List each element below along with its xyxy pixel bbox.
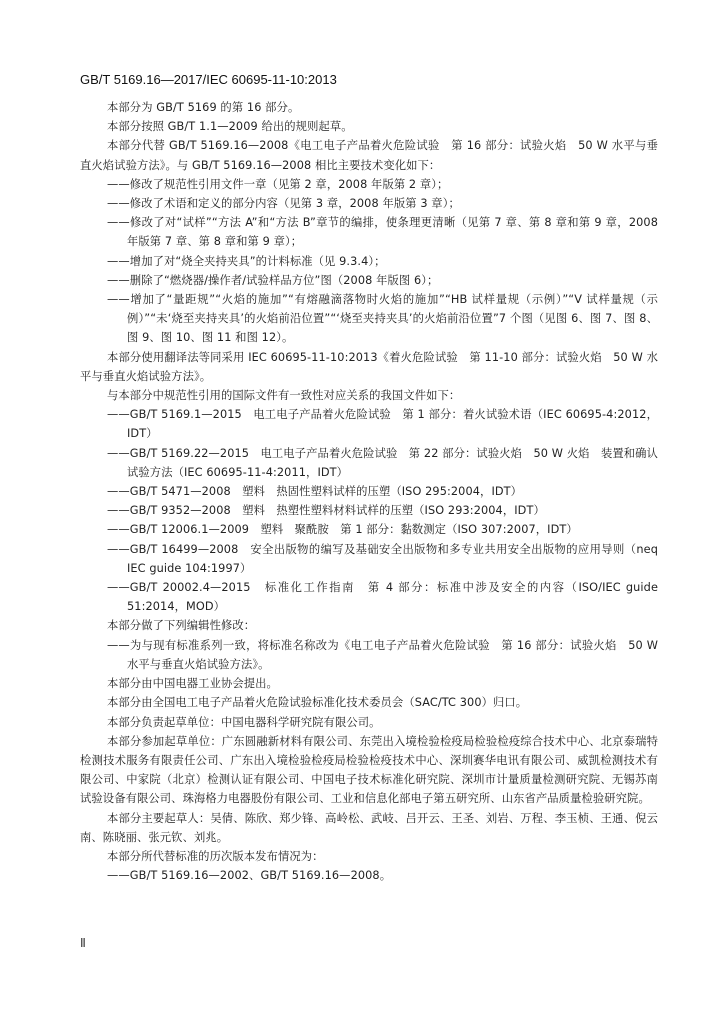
change-item: ——修改了对“试样”“方法 A”和“方法 B”章节的编排，使条理更清晰（见第 7 章、第 8 章和第 9 章，2008 年版第 7 章、第 8 章和第 9 章）； [107,216,658,249]
page-number: Ⅱ [80,936,86,950]
reference-item: ——GB/T 9352—2008 塑料 热塑性塑料材料试样的压塑（ISO 293:2004，IDT） [107,504,545,518]
paragraph: 本部分由中国电器工业协会提出。 [107,677,278,691]
change-item: ——修改了规范性引用文件一章（见第 2 章，2008 年版第 2 章）； [107,177,449,191]
preface-body [80,98,658,885]
reference-item: ——GB/T 12006.1—2009 塑料 聚酰胺 第 1 部分：黏数测定（ISO 307:2007，IDT） [107,523,578,537]
paragraph: 本部分做了下列编辑性修改： [107,619,256,633]
edit-item: ——为与现有标准系列一致，将标准名称改为《电工电子产品着火危险试验 第 16 部分：试验火焰 50 W 水平与垂直火焰试验方法》。 [107,638,658,671]
reference-item: ——GB/T 5169.22—2015 电工电子产品着火危险试验 第 22 部分：试验火焰 50 W 火焰 装置和确认试验方法（IEC 60695-11-4:2011，IDT） [107,446,658,479]
reference-item: ——GB/T 5169.1—2015 电工电子产品着火危险试验 第 1 部分：着火试验术语（IEC 60695-4:2012，IDT） [107,408,658,441]
history-item: ——GB/T 5169.16—2002、GB/T 5169.16—2008。 [107,869,392,883]
change-item: ——增加了“量距规”“火焰的施加”“有熔融滴落物时火焰的施加”“HB 试样量规（示例）”“V 试样量规（示例）”“未‘烧至夹持夹具’的火焰前沿位置”“‘烧至夹持夹具’的火焰前沿位置”7 个图（见图 6、图 7、图 8、图 9、图 10、图 11 和图 12）。 [107,293,658,345]
paragraph: 本部分负责起草单位：中国电器科学研究院有限公司。 [107,715,381,729]
paragraph: 本部分参加起草单位：广东圆融新材料有限公司、东莞出入境检验检疫局检验检疫综合技术中心、北京泰瑞特检测技术服务有限责任公司、广东出入境检验检疫局检验检疫技术中心、深圳赛华电讯有限公司、威凯检测技术有限公司、中家院（北京）检测认证有限公司、中国电子技术标准化研究院、深圳市计量质量检测研究院、无锡苏南试验设备有限公司、珠海格力电器股份有限公司、工业和信息化部电子第五研究所、山东省产品质量检验研究院。 [80,734,658,806]
paragraph: 本部分代替 GB/T 5169.16—2008《电工电子产品着火危险试验 第 16 部分：试验火焰 50 W 水平与垂直火焰试验方法》。与 GB/T 5169.16—2008 相比主要技术变化如下： [80,139,658,172]
change-item: ——修改了术语和定义的部分内容（见第 3 章，2008 年版第 3 章）； [107,197,460,211]
reference-item: ——GB/T 20002.4—2015 标准化工作指南 第 4 部分：标准中涉及安全的内容（ISO/IEC guide 51:2014，MOD） [107,581,658,614]
paragraph: 本部分主要起草人：吴倩、陈欣、郑少锋、高岭松、武岐、吕开云、王圣、刘岩、万程、李玉桢、王通、倪云南、陈晓丽、张元钦、刘兆。 [80,811,658,844]
change-item: ——删除了“燃烧器/操作者/试验样品方位”图（2008 年版图 6）； [107,273,439,287]
paragraph: 本部分所代替标准的历次版本发布情况为： [107,849,324,863]
paragraph: 本部分使用翻译法等同采用 IEC 60695-11-10:2013《着火危险试验 第 11-10 部分：试验火焰 50 W 水平与垂直火焰试验方法》。 [80,350,658,383]
paragraph: 本部分由全国电工电子产品着火危险试验标准化技术委员会（SAC/TC 300）归口。 [107,696,528,710]
reference-item: ——GB/T 5471—2008 塑料 热固性塑料试样的压塑（ISO 295:2004，IDT） [107,485,523,499]
reference-item: ——GB/T 16499—2008 安全出版物的编写及基础安全出版物和多专业共用安全出版物的应用导则（neq IEC guide 104:1997） [107,542,658,575]
paragraph: 本部分按照 GB/T 1.1—2009 给出的规则起草。 [107,120,353,134]
standard-number-header: GB/T 5169.16—2017/IEC 60695-11-10:2013 [80,72,337,87]
paragraph: 本部分为 GB/T 5169 的第 16 部分。 [107,101,300,114]
paragraph: 与本部分中规范性引用的国际文件有一致性对应关系的我国文件如下： [107,389,461,403]
change-item: ——增加了对“烧全夹持夹具”的计料标准（见 9.3.4）； [107,254,386,268]
